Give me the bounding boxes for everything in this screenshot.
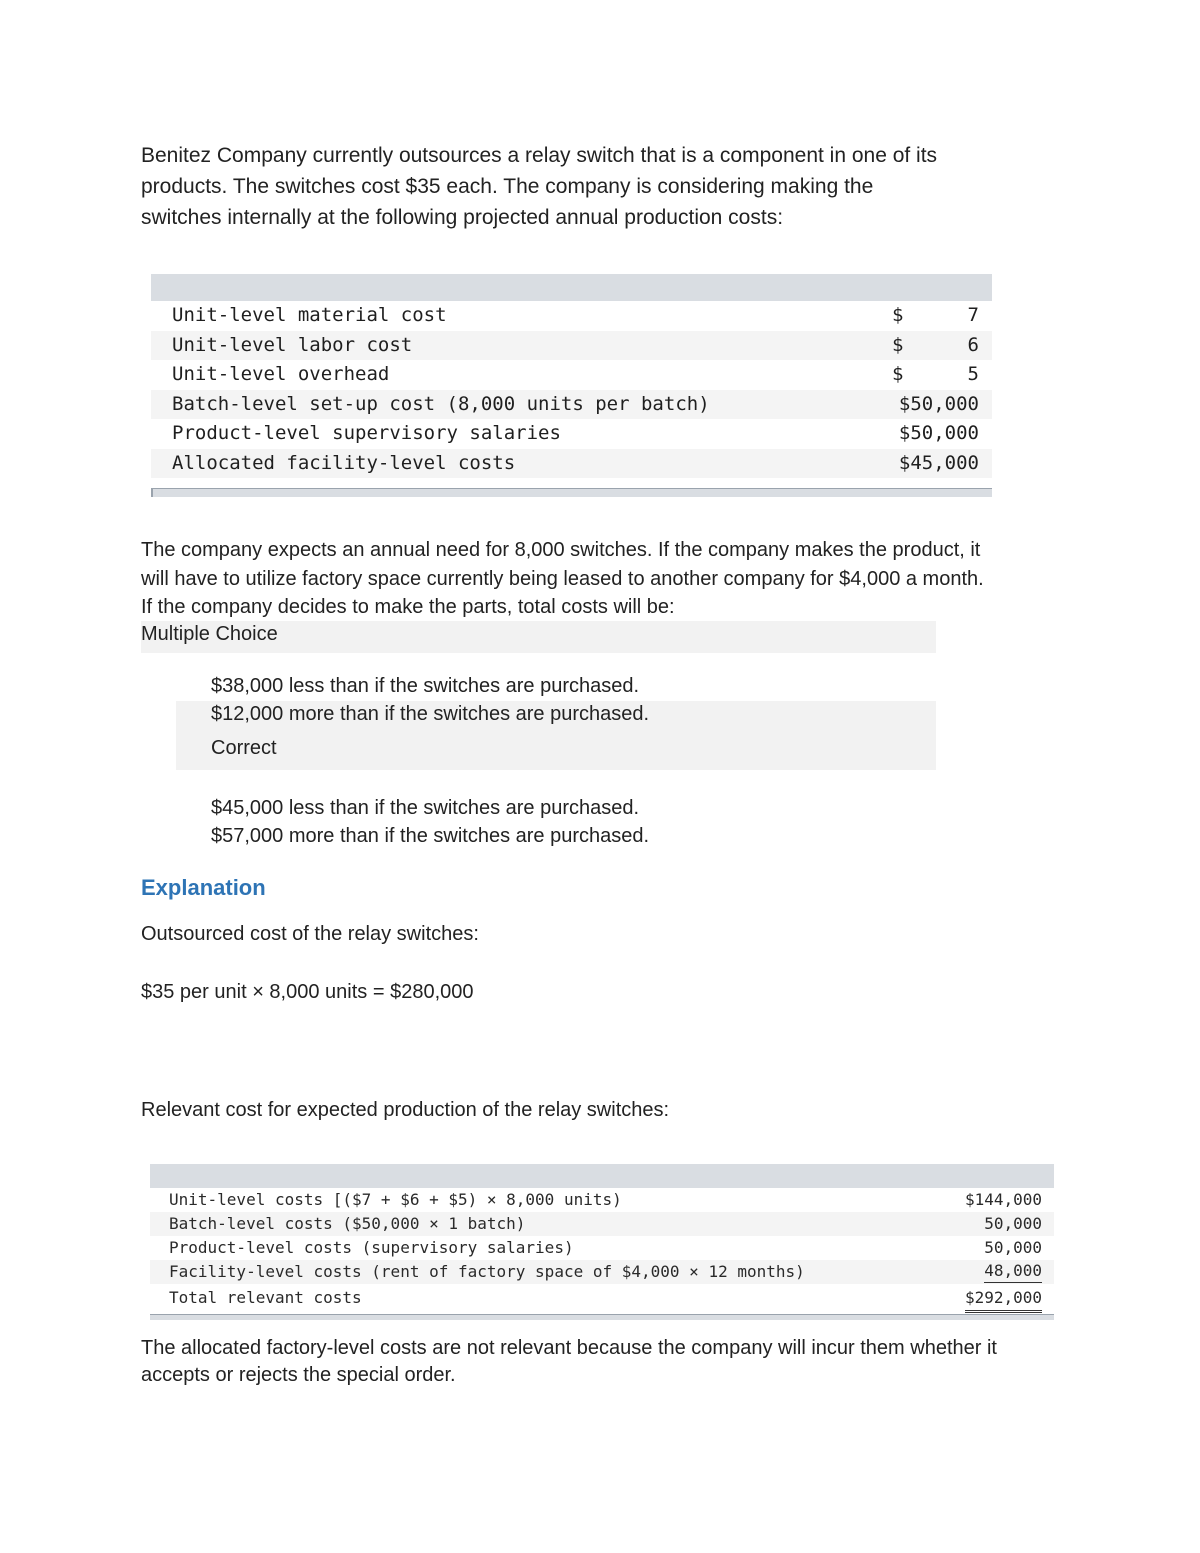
row-amount: $50,000 bbox=[898, 422, 979, 444]
row-amount: $45,000 bbox=[898, 451, 979, 474]
row-amount: 6 bbox=[967, 333, 979, 356]
question-line: If the company decides to make the parts, total costs will be: bbox=[141, 596, 675, 618]
row-label: Batch-level costs ($50,000 × 1 batch) bbox=[169, 1214, 526, 1233]
production-cost-table bbox=[151, 274, 992, 497]
answer-choice[interactable]: $57,000 more than if the switches are purchased. bbox=[211, 825, 650, 847]
row-amount: 7 bbox=[967, 304, 979, 326]
table-row bbox=[151, 360, 992, 390]
row-label: Unit-level costs [($7 + $6 + $5) × 8,000 units) bbox=[169, 1190, 622, 1209]
answer-choice[interactable]: $45,000 less than if the switches are purchased. bbox=[211, 797, 640, 819]
table-header-bar bbox=[150, 1164, 1054, 1188]
currency-symbol: $ bbox=[892, 363, 904, 385]
explanation-heading: Explanation bbox=[141, 875, 266, 900]
currency-symbol: $ bbox=[892, 333, 904, 356]
answer-choice-correct[interactable]: $12,000 more than if the switches are purchased. bbox=[211, 703, 650, 725]
table-row bbox=[151, 301, 992, 331]
row-amount: $292,000 bbox=[965, 1286, 1042, 1313]
table-header-bar bbox=[151, 274, 992, 301]
table-row bbox=[151, 331, 992, 361]
table-footer-bar bbox=[151, 488, 992, 497]
row-amount: 50,000 bbox=[984, 1214, 1042, 1233]
row-amount: $144,000 bbox=[964, 1190, 1042, 1209]
row-label: Product-level supervisory salaries bbox=[172, 422, 561, 444]
table-total-row bbox=[150, 1284, 1054, 1312]
row-label: Batch-level set-up cost (8,000 units per batch) bbox=[172, 392, 710, 415]
row-label: Unit-level labor cost bbox=[172, 333, 413, 356]
question-line: The company expects an annual need for 8,000 switches. If the company makes the product, it bbox=[141, 539, 981, 561]
answer-choice[interactable]: $38,000 less than if the switches are purchased. bbox=[211, 675, 640, 697]
table-row bbox=[151, 390, 992, 420]
intro-line: Benitez Company currently outsources a relay switch that is a component in one of its bbox=[141, 144, 938, 167]
row-label: Product-level costs (supervisory salaries) bbox=[169, 1238, 574, 1257]
row-label: Unit-level overhead bbox=[172, 363, 390, 385]
row-amount: 5 bbox=[967, 363, 979, 385]
table-row bbox=[151, 449, 992, 479]
row-amount: 50,000 bbox=[984, 1238, 1042, 1257]
relevant-cost-label: Relevant cost for expected production of the relay switches: bbox=[141, 1099, 670, 1121]
table-row bbox=[150, 1212, 1054, 1236]
closing-line: The allocated factory-level costs are not relevant because the company will incur them whether it bbox=[141, 1337, 997, 1359]
table-row bbox=[151, 419, 992, 449]
row-label: Unit-level material cost bbox=[172, 304, 447, 326]
outsourced-calculation: $35 per unit × 8,000 units = $280,000 bbox=[141, 981, 474, 1003]
intro-line: switches internally at the following projected annual production costs: bbox=[141, 206, 784, 229]
table-row bbox=[150, 1236, 1054, 1260]
row-amount: 48,000 bbox=[984, 1260, 1042, 1283]
table-footer-bar bbox=[150, 1314, 1054, 1320]
multiple-choice-text: Multiple Choice bbox=[141, 623, 278, 645]
table-row bbox=[150, 1260, 1054, 1284]
row-amount: $50,000 bbox=[898, 392, 979, 415]
row-label: Total relevant costs bbox=[169, 1288, 362, 1307]
table-row bbox=[150, 1188, 1054, 1212]
row-label: Allocated facility-level costs bbox=[172, 451, 516, 474]
correct-indicator: Correct bbox=[211, 737, 277, 759]
intro-line: products. The switches cost $35 each. The company is considering making the bbox=[141, 175, 874, 198]
relevant-cost-table bbox=[150, 1164, 1054, 1320]
row-label: Facility-level costs (rent of factory space of $4,000 × 12 months) bbox=[169, 1262, 805, 1281]
question-line: will have to utilize factory space currently being leased to another company for $4,000 a month. bbox=[141, 568, 984, 590]
closing-line: accepts or rejects the special order. bbox=[141, 1364, 456, 1386]
currency-symbol: $ bbox=[892, 304, 904, 326]
multiple-choice-label bbox=[141, 621, 936, 653]
outsourced-label: Outsourced cost of the relay switches: bbox=[141, 923, 479, 945]
